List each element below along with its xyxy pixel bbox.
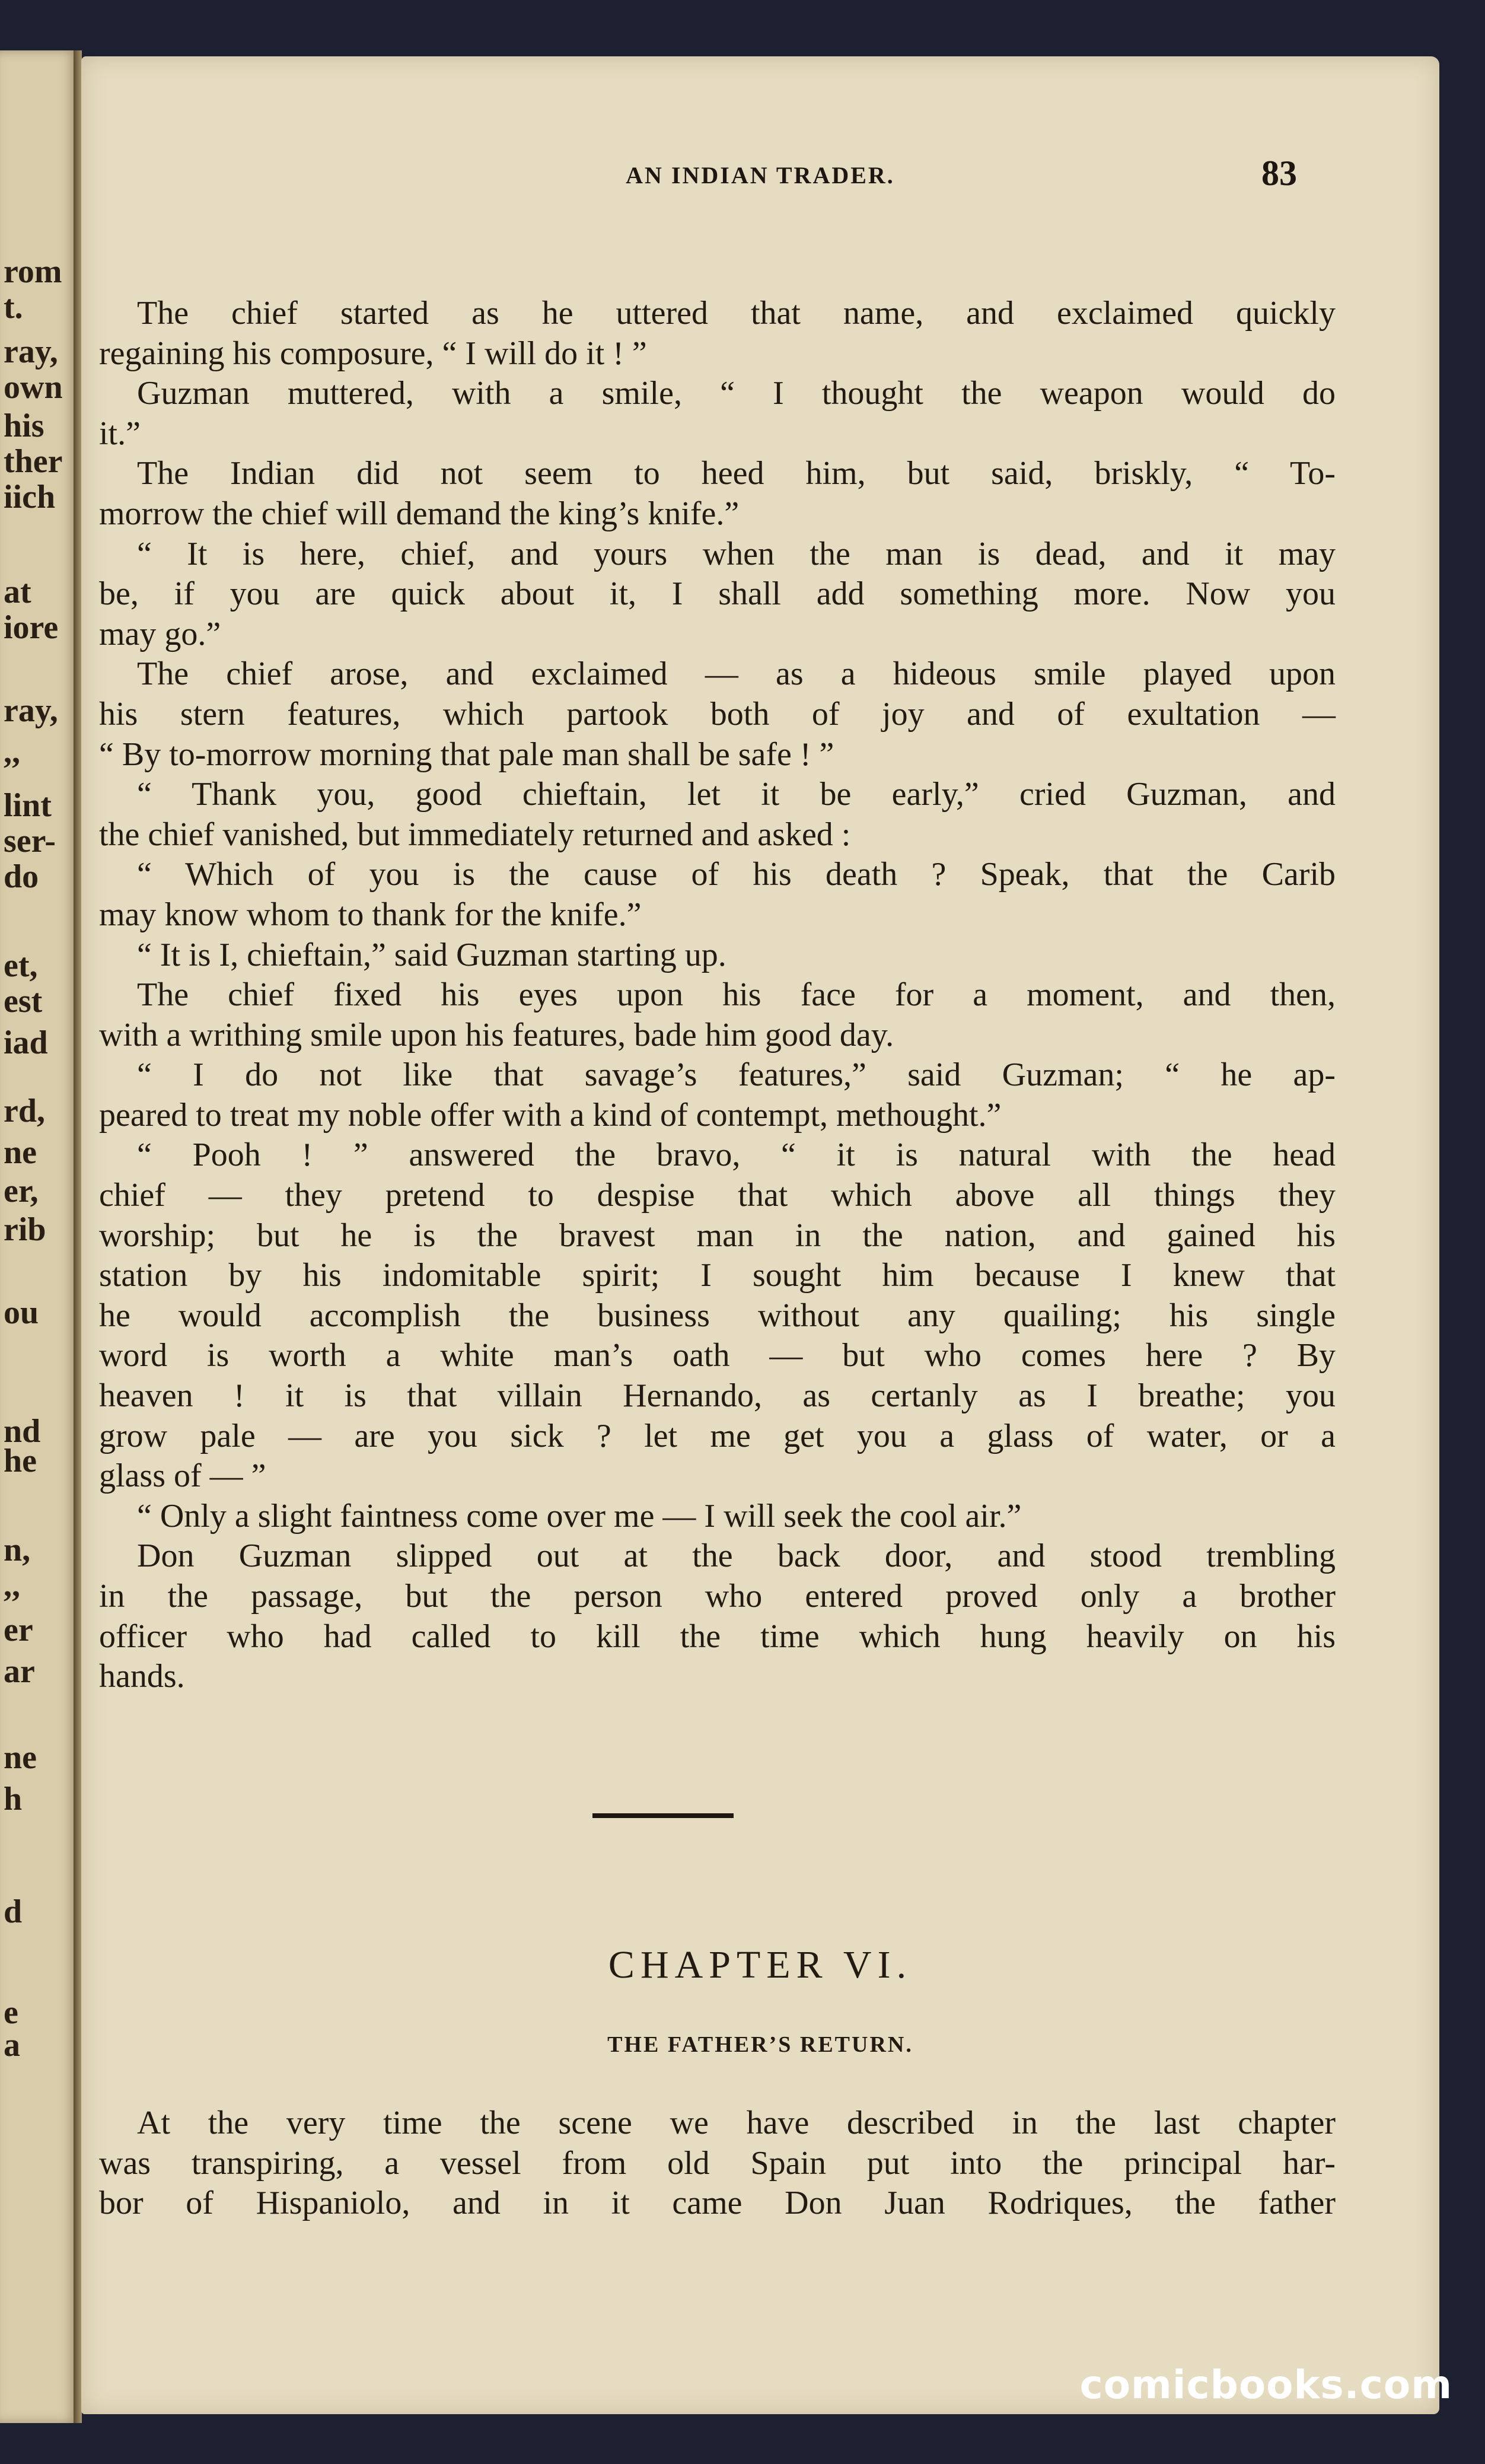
left-page-fragment: his (4, 408, 44, 444)
left-page-fragment: est (4, 983, 43, 1020)
left-page-fragment: ,, (4, 1567, 20, 1604)
left-page-fragment: he (4, 1443, 37, 1479)
text-line: may know whom to thank for the knife.” (99, 896, 642, 933)
left-page-fragment: iore (4, 609, 59, 646)
left-page-fragment: t. (4, 289, 23, 326)
left-page-fragment: ne (4, 1739, 37, 1776)
text-line: the chief vanished, but immediately returned and asked : (99, 816, 851, 853)
left-page-fragment: rd, (4, 1093, 45, 1129)
text-line: with a writhing smile upon his features, bade him good day. (99, 1016, 894, 1053)
left-page-fragment: a (4, 2027, 20, 2064)
text-line: grow pale — are you sick ? let me get you a glass of water, or a (99, 1417, 1336, 1454)
text-line: Guzman muttered, with a smile, “ I thought the weapon would do (137, 375, 1336, 412)
left-page-fragment: ar (4, 1653, 35, 1690)
chapter-title: CHAPTER VI. (608, 1943, 913, 1987)
text-line: glass of — ” (99, 1457, 266, 1495)
text-line: it.” (99, 415, 141, 452)
text-line: The chief arose, and exclaimed — as a hideous smile played upon (137, 655, 1336, 693)
text-line: “ Pooh ! ” answered the bravo, “ it is natural with the head (137, 1137, 1336, 1174)
site-watermark: comicbooks.com (1079, 2362, 1452, 2408)
left-page-fragment: e (4, 1994, 18, 2031)
text-line: “ Which of you is the cause of his death ? Speak, that the Carib (137, 856, 1336, 893)
left-page-fragment: do (4, 858, 39, 895)
left-page-fragment: ray, (4, 333, 58, 370)
book-page (81, 56, 1439, 2414)
left-page-fragment: own (4, 369, 63, 406)
text-line: morrow the chief will demand the king’s knife.” (99, 495, 740, 532)
section-divider-rule (592, 1813, 734, 1818)
text-line: worship; but he is the bravest man in the nation, and gained his (99, 1217, 1336, 1254)
left-page-fragment: d (4, 1893, 23, 1930)
text-line: heaven ! it is that villain Hernando, as certanly as I breathe; you (99, 1377, 1336, 1415)
text-line: regaining his composure, “ I will do it ! ” (99, 335, 647, 372)
text-line: he would accomplish the business without any quailing; his single (99, 1297, 1336, 1334)
text-line: hands. (99, 1658, 185, 1695)
chapter-text-line: At the very time the scene we have described in the last chapter (137, 2105, 1336, 2141)
text-line: his stern features, which partook both of joy and of exultation — (99, 695, 1336, 733)
left-page-fragment: rom (4, 253, 62, 290)
text-line: may go.” (99, 615, 221, 652)
text-line: be, if you are quick about it, I shall add something more. Now you (99, 575, 1336, 613)
body-text (99, 294, 1336, 1697)
chapter-text-line: bor of Hispaniolo, and in it came Don Juan Rodriques, the father (99, 2185, 1336, 2222)
text-line: officer who had called to kill the time which hung heavily on his (99, 1618, 1336, 1655)
left-page-fragment: er (4, 1612, 33, 1648)
chapter-text (99, 2103, 1336, 2223)
left-page-fragment: n, (4, 1532, 31, 1568)
text-line: The chief started as he uttered that name, and exclaimed quickly (137, 295, 1336, 332)
text-line: in the passage, but the person who entered proved only a brother (99, 1578, 1336, 1615)
text-line: station by his indomitable spirit; I sought him because I knew that (99, 1257, 1336, 1294)
running-head: AN INDIAN TRADER. (626, 162, 895, 189)
book-spine (74, 50, 82, 2423)
page-number: 83 (1261, 154, 1297, 193)
text-line: “ I do not like that savage’s features,” said Guzman; “ he ap- (137, 1056, 1336, 1094)
left-page-fragment: nd (4, 1413, 41, 1450)
left-page-fragment: ,, (4, 734, 20, 771)
left-page-fragment: ne (4, 1134, 37, 1171)
left-page-fragment: h (4, 1781, 23, 1817)
text-line: “ Only a slight faintness come over me — I will seek the cool air.” (137, 1497, 1022, 1535)
chapter-text-line: was transpiring, a vessel from old Spain put into the principal har- (99, 2144, 1336, 2182)
text-line: The chief fixed his eyes upon his face for a moment, and then, (137, 976, 1336, 1014)
text-line: “ It is here, chief, and yours when the man is dead, and it may (137, 535, 1336, 572)
text-line: “ Thank you, good chieftain, let it be early,” cried Guzman, and (137, 776, 1336, 813)
chapter-subtitle: THE FATHER’S RETURN. (607, 2032, 913, 2057)
left-page-fragment: at (4, 574, 31, 610)
text-line: Don Guzman slipped out at the back door, and stood trembling (137, 1537, 1336, 1575)
left-page-fragment: ou (4, 1294, 39, 1331)
left-page-fragment: et, (4, 947, 38, 984)
text-line: “ It is I, chieftain,” said Guzman starting up. (137, 936, 726, 973)
text-line: chief — they pretend to despise that which above all things they (99, 1177, 1336, 1214)
text-line: The Indian did not seem to heed him, but said, briskly, “ To- (137, 455, 1336, 492)
left-page-fragment: ser- (4, 823, 56, 859)
text-line: word is worth a white man’s oath — but who comes here ? By (99, 1337, 1336, 1374)
left-page-fragment: ther (4, 443, 63, 480)
left-page-fragment: iad (4, 1024, 48, 1061)
previous-page-edge (0, 50, 77, 2423)
text-line: “ By to-morrow morning that pale man shall be safe ! ” (99, 736, 834, 773)
left-page-fragment: iich (4, 479, 56, 515)
left-page-fragment: lint (4, 787, 52, 824)
left-page-fragment: rib (4, 1211, 46, 1248)
text-line: peared to treat my noble offer with a kind of contempt, methought.” (99, 1096, 1002, 1134)
left-page-fragment: ray, (4, 692, 58, 729)
left-page-fragment: er, (4, 1173, 39, 1209)
